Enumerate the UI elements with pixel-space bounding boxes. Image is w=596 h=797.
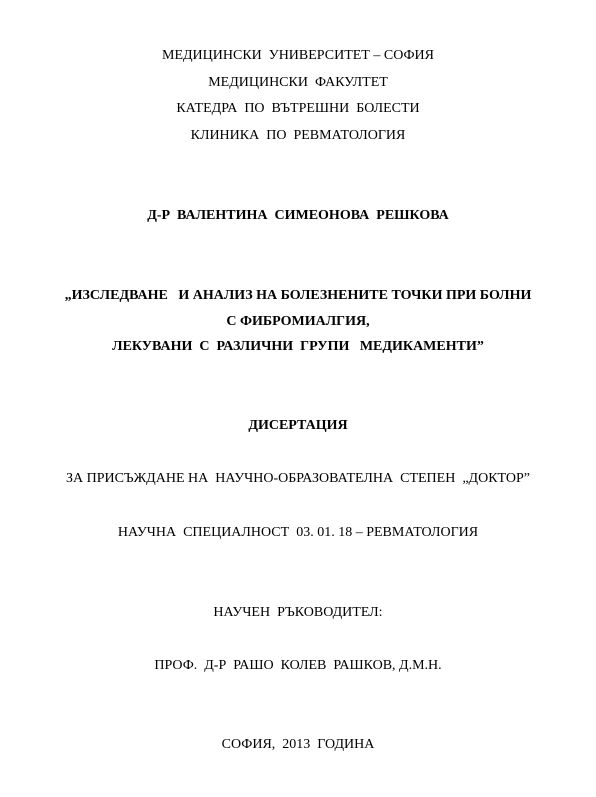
specialty-statement: НАУЧНА СПЕЦИАЛНОСТ 03. 01. 18 – РЕВМАТОЛОГИЯ — [117, 525, 479, 540]
author-name: Д-Р ВАЛЕНТИНА СИМЕОНОВА РЕШКОВА — [147, 208, 449, 223]
clinic-name: КЛИНИКА ПО РЕВМАТОЛОГИЯ — [190, 128, 406, 143]
thesis-title-line-2: С ФИБРОМИАЛГИЯ, — [226, 314, 370, 329]
thesis-title-line-1: „ИЗСЛЕДВАНЕ И АНАЛИЗ НА БОЛЕЗНЕНИТЕ ТОЧКИ ПРИ БОЛНИ — [64, 288, 532, 303]
supervisor-name: ПРОФ. Д-Р РАШО КОЛЕВ РАШКОВ, Д.М.Н. — [154, 658, 442, 673]
document-type: ДИСЕРТАЦИЯ — [248, 418, 348, 433]
faculty-name: МЕДИЦИНСКИ ФАКУЛТЕТ — [208, 75, 388, 90]
place-and-year: СОФИЯ, 2013 ГОДИНА — [221, 737, 375, 752]
supervisor-label: НАУЧЕН РЪКОВОДИТЕЛ: — [213, 605, 383, 620]
degree-statement: ЗА ПРИСЪЖДАНЕ НА НАУЧНО-ОБРАЗОВАТЕЛНА СТЕПЕН „ДОКТОР” — [65, 471, 531, 486]
thesis-title-line-3: ЛЕКУВАНИ С РАЗЛИЧНИ ГРУПИ МЕДИКАМЕНТИ” — [112, 339, 484, 354]
university-name: МЕДИЦИНСКИ УНИВЕРСИТЕТ – СОФИЯ — [162, 48, 434, 63]
department-name: КАТЕДРА ПО ВЪТРЕШНИ БОЛЕСТИ — [176, 101, 420, 116]
